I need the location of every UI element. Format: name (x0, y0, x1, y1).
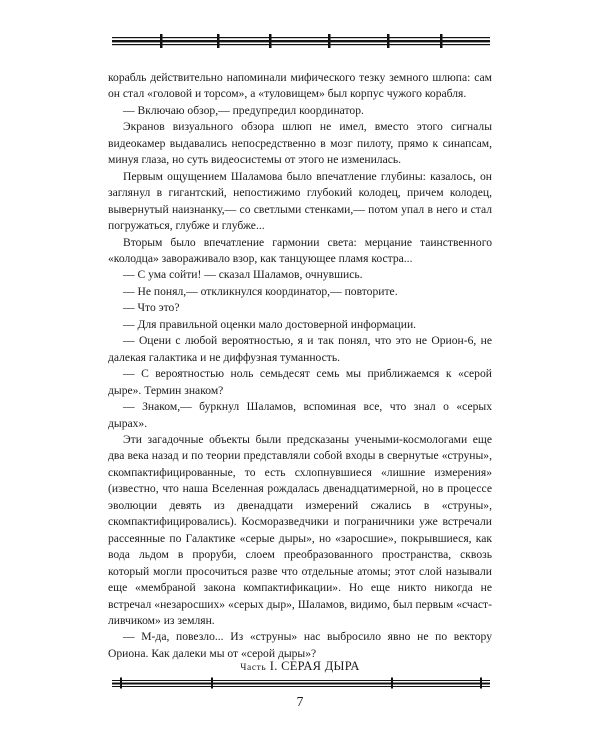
top-ornament (112, 33, 490, 49)
part-number: I. (269, 659, 278, 673)
bottom-ornament (112, 677, 490, 689)
paragraph: Вторым было впечатление гармонии света: мерцание таинственного «колодца» завораживало взор, как танцующее пламя костра... (108, 235, 492, 265)
paragraph: — Знаком,— буркнул Шаламов, вспоминая все, что знал о «серых дырах». (108, 400, 492, 430)
part-label: Часть (240, 663, 267, 673)
part-title: СЕРАЯ ДЫРА (281, 659, 360, 673)
paragraph: — С ума сойти! — сказал Шаламов, очнувшись. (123, 268, 363, 282)
running-footer-title (0, 659, 600, 674)
paragraph: — С вероятностью ноль семьдесят семь мы приближаемся к «серой дыре». Термин знаком? (108, 367, 492, 397)
ornament-rule-icon (112, 33, 490, 49)
paragraph: корабль действительно напоминали мифического тезку земного шлюпа: сам он стал «головой и торсом», а «туловищем» был корпус чужого корабля. (108, 71, 492, 101)
paragraph: — Не понял,— откликнулся координатор,— повторите. (123, 284, 398, 298)
paragraph: — Что это? (123, 301, 180, 315)
ornament-rule-icon (112, 677, 490, 689)
paragraph: Экранов визуального обзора шлюп не имел, вместо этого сигналы видеокамер выдавались непосредственно в мозг пилоту, прямо к синапсам, минуя глаза, но суть видеосистемы от этого не изменилась. (108, 120, 492, 167)
paragraph: Эти загадочные объекты были предсказаны учеными-космологами еще два века назад и по теории представляли собой входы в свернутые «струны», скомпактифицированные, то есть схлопнувшиеся «лишние измерения» (известно, что наша Вселенная рождалась двенадцатимерной, но в процессе эволюции девять из двенадцати измерений сжались в «струны», скомпактифицировались). Косморазведчики и пограничники уже встречали рассеянные по Галактике «серые дыры», но «заросшие», покрывшиеся, как вода льдом в проруби, слоем преобразованного пространства, сквозь который могли просочиться разве что отдельные атомы; этот слой называли еще «мембраной закона компактификации». Но еще никто никогда не встречал «незаросших» «серых дыр», Шаламов, видимо, был первым «счастливчиком» из землян. (108, 432, 492, 627)
paragraph: — Для правильной оценки мало достоверной информации. (123, 317, 417, 331)
paragraph: — М-да, повезло... Из «струны» нас выбросило явно не по вектору Ориона. Как далеки мы от «серой дыры»? (108, 630, 492, 660)
page-number: 7 (296, 694, 304, 709)
paragraph: — Оцени с любой вероятностью, я и так понял, что это не Орион-6, не далекая галактика и не диффузная туманность. (108, 334, 492, 364)
body-text (108, 70, 492, 662)
paragraph: Первым ощущением Шаламова было впечатление глубины: казалось, он заглянул в гигантский, непостижимо глубокий колодец, причем колодец, вывернутый наизнанку,— со светлыми стенками,— потом упал в него и стал погружаться, глубже и глубже... (108, 169, 492, 233)
paragraph: — Включаю обзор,— предупредил координатор. (123, 103, 364, 117)
